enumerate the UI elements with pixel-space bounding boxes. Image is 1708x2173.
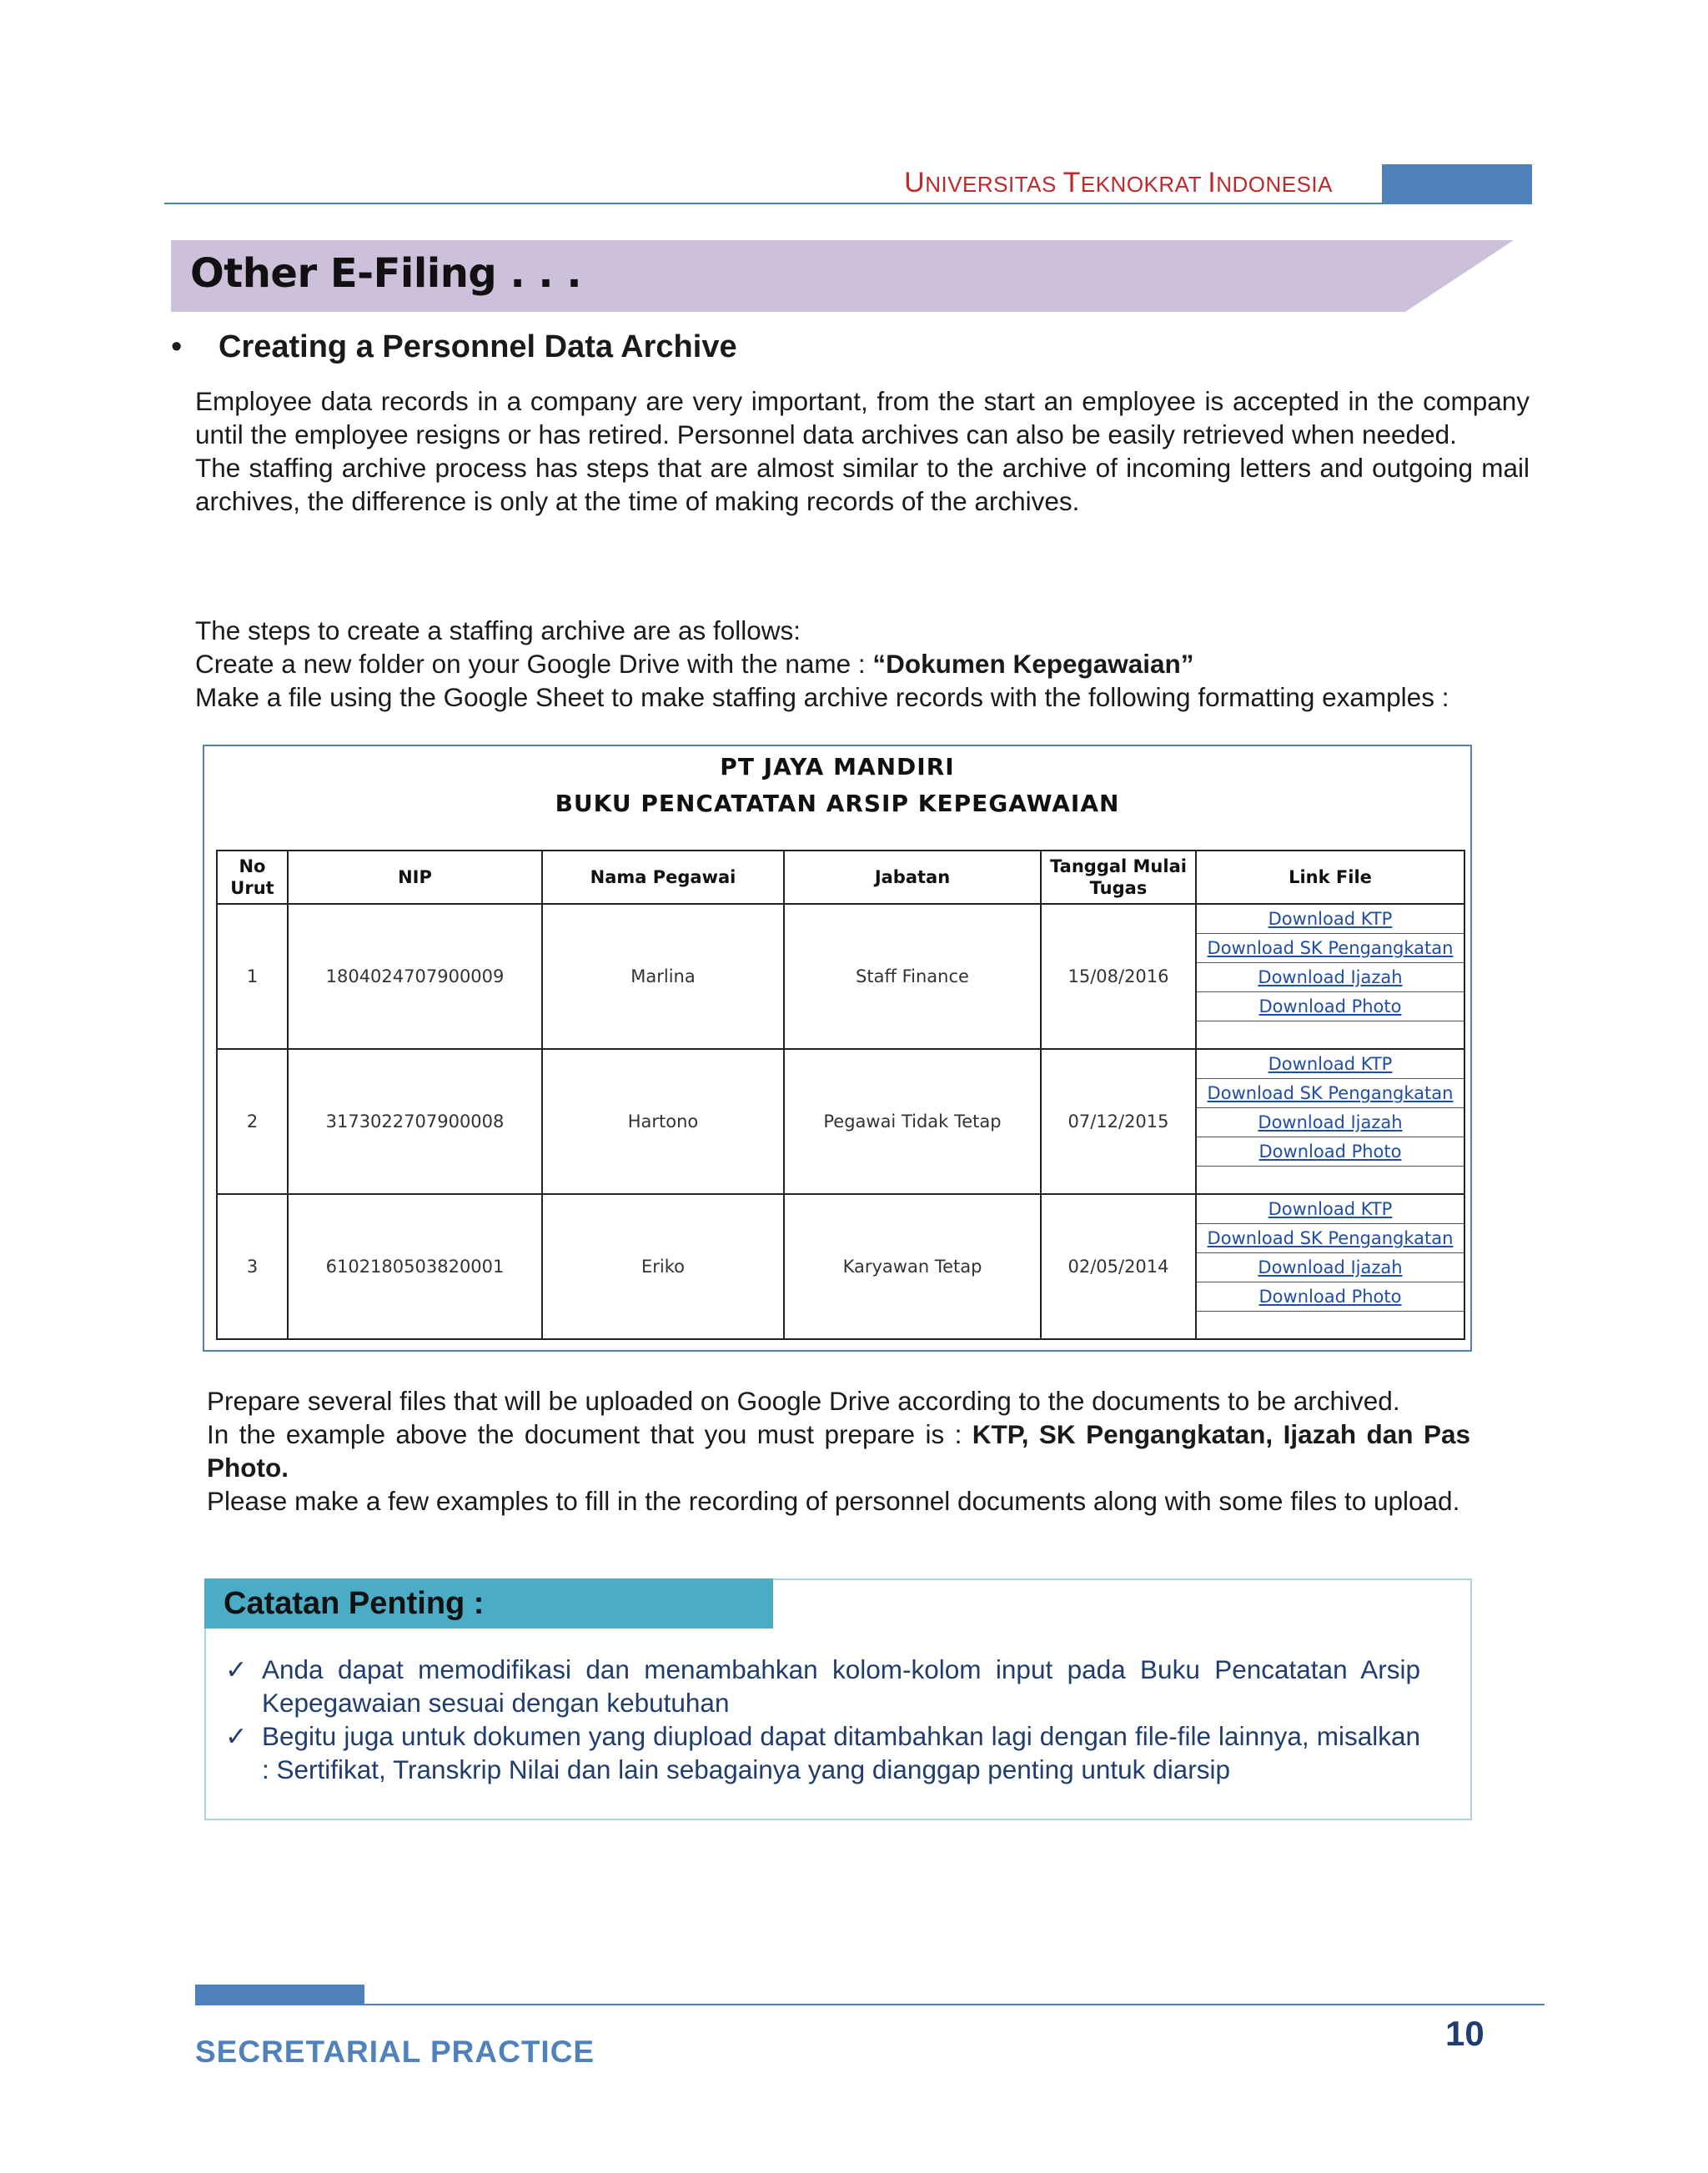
cell-no: 3 [217, 1194, 288, 1339]
blank-cell [1196, 1167, 1464, 1195]
section-heading: Creating a Personnel Data Archive [219, 329, 737, 364]
download-link[interactable]: Download Ijazah [1196, 963, 1464, 992]
course-name: SECRETARIAL PRACTICE [195, 2035, 595, 2069]
prepare-block [207, 1384, 1470, 1518]
note-title: Catatan Penting : [224, 1586, 485, 1621]
cell-nip: 3173022707900008 [288, 1049, 542, 1194]
download-link[interactable]: Download KTP [1196, 1194, 1464, 1224]
download-link[interactable]: Download Photo [1196, 1282, 1464, 1312]
download-link[interactable]: Download Photo [1196, 992, 1464, 1021]
download-link[interactable]: Download SK Pengangkatan [1196, 1224, 1464, 1253]
col-position: Jabatan [784, 851, 1041, 904]
col-nip: NIP [288, 851, 542, 904]
cell-nip: 6102180503820001 [288, 1194, 542, 1339]
table-header-row [217, 851, 1464, 904]
spreadsheet-example [203, 745, 1472, 1352]
download-link[interactable]: Download SK Pengangkatan [1196, 1079, 1464, 1108]
cell-start-date: 07/12/2015 [1041, 1049, 1196, 1194]
download-link[interactable]: Download SK Pengangkatan [1196, 934, 1464, 963]
col-start-date: Tanggal Mulai Tugas [1041, 851, 1196, 904]
intro-block [195, 384, 1530, 518]
footer-rule [195, 2004, 1545, 2005]
note-item: ✓ Begitu juga untuk dokumen yang diupload dapat ditambahkan lagi dengan file-file lainnya, misalkan : Sertifikat, Transkrip Nilai dan lain sebagainya yang dianggap penting untuk diarsip [225, 1721, 1420, 1784]
sheet-book-title: BUKU PENCATATAN ARSIP KEPEGAWAIAN [555, 790, 1120, 817]
cell-name: Marlina [542, 904, 784, 1049]
checkmark-icon: ✓ [225, 1654, 248, 1684]
note-item: ✓ Anda dapat memodifikasi dan menambahkan kolom-kolom input pada Buku Pencatatan Arsip Kepegawaian sesuai dengan kebutuhan [225, 1654, 1420, 1718]
cell-nip: 1804024707900009 [288, 904, 542, 1049]
cell-start-date: 02/05/2014 [1041, 1194, 1196, 1339]
download-link[interactable]: Download Ijazah [1196, 1108, 1464, 1137]
cell-name: Hartono [542, 1049, 784, 1194]
blank-cell [1196, 1021, 1464, 1050]
step-make-sheet: Make a file using the Google Sheet to make staffing archive records with the following formatting examples : [195, 682, 1449, 712]
intro-paragraph: Employee data records in a company are very important, from the start an employee is accepted in the company until the employee resigns or has retired. Personnel data archives can also be easily retrieved when needed. [195, 386, 1530, 449]
download-link[interactable]: Download Photo [1196, 1137, 1464, 1167]
cell-start-date: 15/08/2016 [1041, 904, 1196, 1049]
note-list [224, 1653, 1420, 1786]
table-row [217, 1194, 1464, 1224]
header-rule [164, 203, 1532, 204]
prepare-line-1: Prepare several files that will be uploaded on Google Drive according to the documents to be archived. [207, 1386, 1400, 1416]
sheet-company-name: PT JAYA MANDIRI [720, 753, 955, 780]
page-number: 10 [1445, 2014, 1484, 2053]
prepare-line-3: Please make a few examples to fill in the recording of personnel documents along with some files to upload. [207, 1486, 1460, 1516]
cell-no: 1 [217, 904, 288, 1049]
table-row [217, 1049, 1464, 1079]
footer-accent-block [195, 1985, 364, 2005]
folder-name: “Dokumen Kepegawaian” [872, 649, 1194, 679]
cell-no: 2 [217, 1049, 288, 1194]
required-documents: KTP, SK Pengangkatan, Ijazah dan Pas Photo. [207, 1419, 1470, 1483]
col-name: Nama Pegawai [542, 851, 784, 904]
steps-intro: The steps to create a staffing archive are as follows: [195, 615, 801, 645]
download-link[interactable]: Download KTP [1196, 1049, 1464, 1079]
process-paragraph: The staffing archive process has steps that are almost similar to the archive of incoming letters and outgoing mail archives, the difference is only at the time of making records of the archives. [195, 453, 1530, 516]
blank-cell [1196, 1312, 1464, 1340]
cell-position: Pegawai Tidak Tetap [784, 1049, 1041, 1194]
header-accent-block [1382, 164, 1532, 204]
cell-name: Eriko [542, 1194, 784, 1339]
checkmark-icon: ✓ [225, 1721, 248, 1751]
university-name: UNIVERSITAS TEKNOKRAT INDONESIA [904, 167, 1333, 198]
col-no: No Urut [217, 851, 288, 904]
steps-block [195, 614, 1530, 714]
cell-position: Karyawan Tetap [784, 1194, 1041, 1339]
col-link-file: Link File [1196, 851, 1464, 904]
personnel-archive-table [216, 850, 1465, 1340]
bullet-marker: • [171, 329, 183, 364]
prepare-line-2: In the example above the document that you must prepare is : KTP, SK Pengangkatan, Ijazah dan Pas Photo. [207, 1419, 1470, 1483]
download-link[interactable]: Download KTP [1196, 904, 1464, 934]
step-create-folder: Create a new folder on your Google Drive with the name : “Dokumen Kepegawaian” [195, 649, 1194, 679]
download-link[interactable]: Download Ijazah [1196, 1253, 1464, 1282]
page-title: Other E-Filing . . . [190, 250, 582, 297]
cell-position: Staff Finance [784, 904, 1041, 1049]
table-row [217, 904, 1464, 934]
